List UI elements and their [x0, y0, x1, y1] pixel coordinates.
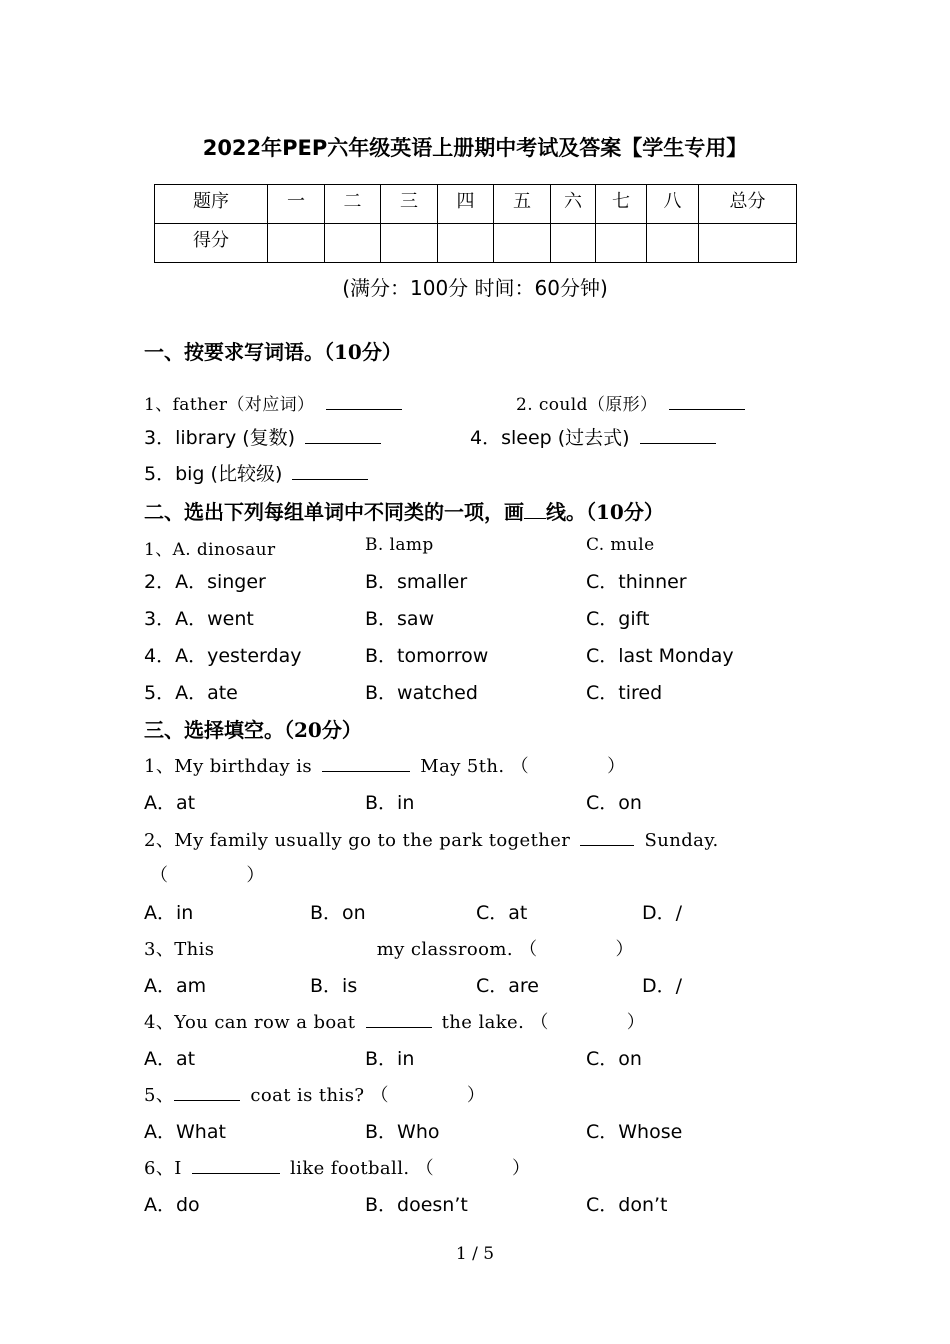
header-cell: 总分 [699, 185, 797, 224]
q6-option-a[interactable]: A．do [144, 1194, 200, 1216]
s2-row-4-c: C．last Monday [586, 645, 734, 667]
q4-option-a[interactable]: A．at [144, 1048, 196, 1070]
s1-item-5-text: 5．big (比较级) [144, 463, 283, 485]
question-3-tail: my classroom. [376, 939, 513, 960]
score-table [154, 184, 797, 263]
paren-open: （ [530, 1012, 549, 1033]
section3-heading: 三、选择填空。（20分） [144, 718, 362, 742]
s1-item-4 [470, 423, 716, 450]
question-1-tail: May 5th. [420, 756, 505, 777]
q4-option-c[interactable]: C．on [586, 1048, 642, 1070]
q1-option-a[interactable]: A．at [144, 792, 196, 814]
question-6-tail: like football. [290, 1158, 410, 1179]
paren-open: （ [150, 865, 169, 886]
score-table-score-row [155, 224, 797, 263]
header-cell: 五 [494, 185, 551, 224]
q2-option-c[interactable]: C．at [476, 902, 528, 924]
header-cell: 二 [325, 185, 381, 224]
s2-row-2-a: 2．A．singer [144, 571, 266, 593]
paren-close: ） [512, 1158, 531, 1179]
header-cell: 七 [596, 185, 647, 224]
s2-row-3-c: C．gift [586, 608, 650, 630]
score-table-header-row [155, 185, 797, 224]
s2-row-5-a: 5．A．ate [144, 682, 238, 704]
score-cell[interactable] [494, 224, 551, 263]
question-6 [144, 1154, 530, 1180]
question-5 [144, 1081, 485, 1107]
question-3 [144, 935, 634, 961]
exam-info: (满分：100分 时间：60分钟) [342, 276, 608, 300]
question-1-text: 1、My birthday is [144, 756, 313, 777]
s1-item-4-text: 4．sleep (过去式) [470, 427, 630, 449]
section2-heading [144, 496, 664, 525]
s2-row-5-c: C．tired [586, 682, 663, 704]
s1-item-3 [144, 423, 381, 450]
paren-close: ） [626, 1012, 646, 1033]
s1-item-2 [516, 390, 745, 415]
q2-option-a[interactable]: A．in [144, 902, 194, 924]
paren-open: （ [370, 1085, 389, 1106]
s2-row-5-b: B．watched [365, 682, 478, 704]
page-title: 2022年PEP六年级英语上册期中考试及答案【学生专用】 [202, 136, 748, 160]
s2-row-4-b: B．tomorrow [365, 645, 489, 667]
header-cell: 八 [647, 185, 699, 224]
s2-row-1-c: C. mule [586, 535, 655, 555]
s1-item-3-text: 3．library (复数) [144, 427, 296, 449]
score-cell[interactable] [596, 224, 647, 263]
s1-item-5 [144, 459, 368, 486]
s2-row-4-a: 4．A．yesterday [144, 645, 302, 667]
question-2-tail: Sunday. [644, 830, 719, 851]
question-5-text: 5、 [144, 1085, 175, 1106]
answer-blank[interactable] [322, 755, 410, 772]
question-3-text: 3、This [144, 939, 215, 960]
answer-blank[interactable] [640, 427, 716, 444]
paren-close: ） [615, 939, 634, 960]
question-6-text: 6、I [144, 1158, 182, 1179]
q6-option-b[interactable]: B．doesn’t [365, 1194, 468, 1216]
question-1 [144, 752, 625, 778]
header-cell: 题序 [155, 185, 268, 224]
section2-heading-text: 二、选出下列每组单词中不同类的一项，画 [144, 500, 524, 524]
s2-row-3-a: 3．A．went [144, 608, 254, 630]
s2-row-1-a: 1、A. dinosaur [144, 540, 276, 560]
answer-blank[interactable] [326, 393, 402, 410]
paren-open: （ [510, 756, 530, 777]
q3-option-c[interactable]: C．are [476, 975, 539, 997]
paren-open: （ [519, 939, 538, 960]
score-cell[interactable] [325, 224, 381, 263]
paren-close: ） [466, 1085, 486, 1106]
q2-option-b[interactable]: B．on [310, 902, 366, 924]
score-row-label: 得分 [155, 224, 268, 263]
answer-blank[interactable] [305, 427, 381, 444]
score-cell[interactable] [381, 224, 438, 263]
paren-close: ） [246, 865, 265, 886]
answer-blank[interactable] [174, 1084, 240, 1101]
s2-row-1-b: B. lamp [365, 535, 434, 555]
question-4 [144, 1008, 645, 1034]
answer-blank[interactable] [669, 393, 745, 410]
header-cell: 一 [268, 185, 325, 224]
s1-item-1-text: 1、father（对应词） [144, 395, 315, 415]
question-4-text: 4、You can row a boat [144, 1012, 356, 1033]
s2-row-2-b: B．smaller [365, 571, 468, 593]
q6-option-c[interactable]: C．don’t [586, 1194, 668, 1216]
q5-option-a[interactable]: A．What [144, 1121, 226, 1143]
score-cell[interactable] [438, 224, 494, 263]
section1-heading: 一、按要求写词语。（10分） [144, 340, 402, 364]
score-cell[interactable] [551, 224, 596, 263]
header-cell: 四 [438, 185, 494, 224]
paren-open: （ [415, 1158, 435, 1179]
q1-option-c[interactable]: C．on [586, 792, 642, 814]
question-2-paren [150, 861, 265, 887]
score-cell[interactable] [268, 224, 325, 263]
paren-close: ） [607, 756, 626, 777]
score-cell[interactable] [647, 224, 699, 263]
page-number: 1 / 5 [455, 1244, 495, 1264]
question-4-tail: the lake. [441, 1012, 525, 1033]
q4-option-b[interactable]: B．in [365, 1048, 415, 1070]
question-2-text: 2、My family usually go to the park together [144, 830, 571, 851]
answer-blank[interactable] [192, 1157, 280, 1174]
answer-blank[interactable] [366, 1011, 432, 1028]
q3-option-d[interactable]: D．/ [642, 975, 683, 997]
s1-item-2-text: 2. could（原形） [516, 395, 658, 415]
q5-option-c[interactable]: C．Whose [586, 1121, 683, 1143]
question-5-tail: coat is this? [250, 1085, 365, 1106]
q2-option-d[interactable]: D．/ [642, 902, 683, 924]
q3-option-a[interactable]: A．am [144, 975, 207, 997]
answer-blank[interactable] [292, 463, 368, 480]
q3-option-b[interactable]: B．is [310, 975, 358, 997]
s2-row-3-b: B．saw [365, 608, 435, 630]
header-cell: 三 [381, 185, 438, 224]
q5-option-b[interactable]: B．Who [365, 1121, 440, 1143]
score-cell[interactable] [699, 224, 797, 263]
answer-blank[interactable] [580, 829, 634, 846]
s2-row-2-c: C．thinner [586, 571, 687, 593]
q1-option-b[interactable]: B．in [365, 792, 415, 814]
underline-mark [524, 500, 546, 519]
question-2 [144, 826, 719, 852]
section2-heading-tail: 线。（10分） [546, 500, 664, 524]
s1-item-1 [144, 390, 402, 415]
header-cell: 六 [551, 185, 596, 224]
